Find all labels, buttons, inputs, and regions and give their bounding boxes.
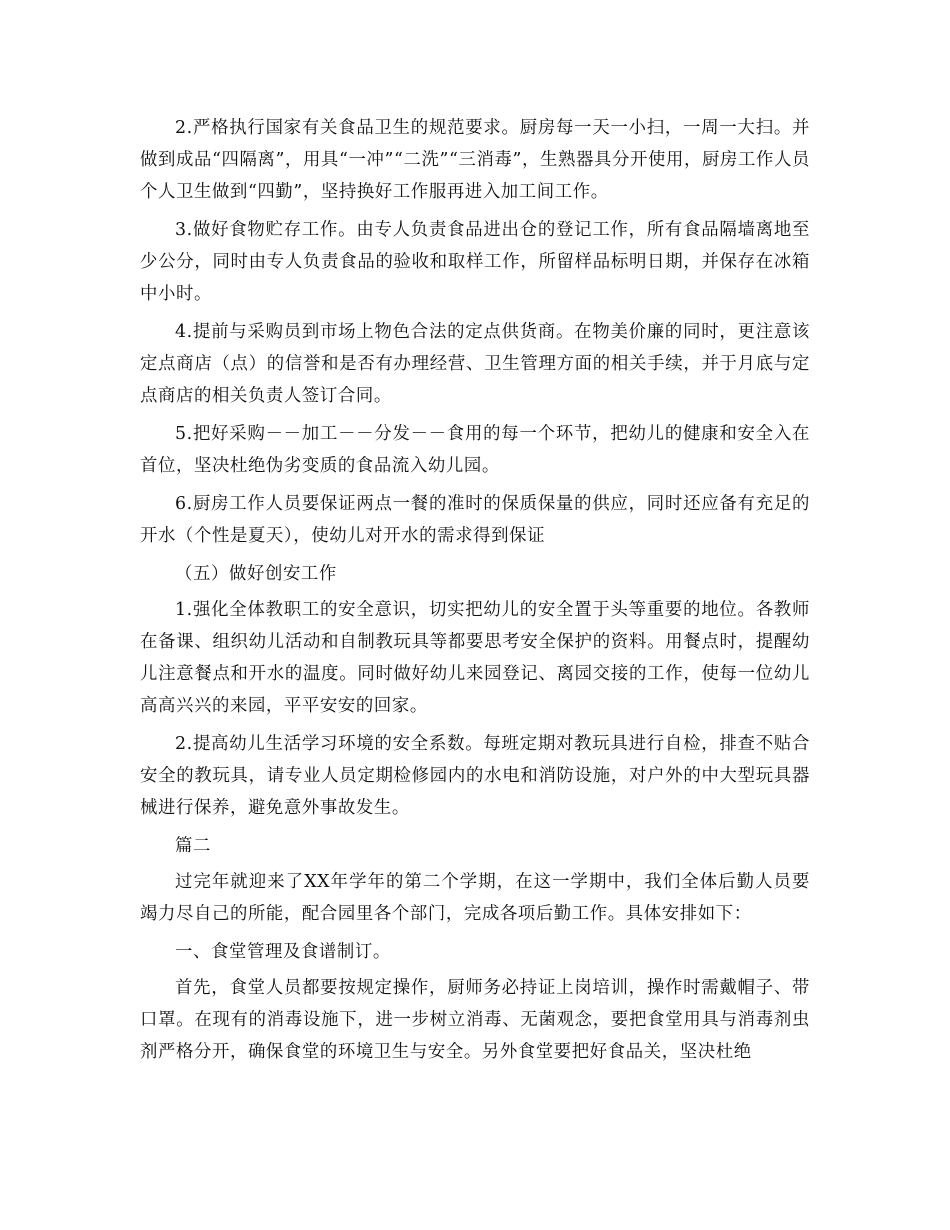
part-heading: 篇二: [175, 836, 211, 856]
paragraph-item-6: 6.厨房工作人员要保证两点一餐的准时的保质保量的供应，同时还应备有充足的开水（个性是夏天），使幼儿对开水的需求得到保证: [140, 494, 810, 546]
document-body: [140, 112, 810, 1074]
section-heading-canteen: 一、食堂管理及食谱制订。: [175, 942, 391, 962]
paragraph-item-2: 2.严格执行国家有关食品卫生的规范要求。厨房每一天一小扫，一周一大扫。并做到成品“四隔离”，用具“一冲”“二洗”“三消毒”，生熟器具分开使用，厨房工作人员个人卫生做到“四勤”，坚持换好工作服再进入加工间工作。: [140, 118, 810, 202]
paragraph-safety-1: 1.强化全体教职工的安全意识，切实把幼儿的安全置于头等重要的地位。各教师在备课、组织幼儿活动和自制教玩具等都要思考安全保护的资料。用餐点时，提醒幼儿注意餐点和开水的温度。同时做好幼儿来园登记、离园交接的工作，使每一位幼儿高高兴兴的来园，平平安安的回家。: [140, 600, 810, 716]
paragraph-item-3: 3.做好食物贮存工作。由专人负责食品进出仓的登记工作，所有食品隔墙离地至少公分，同时由专人负责食品的验收和取样工作，所留样品标明日期，并保存在冰箱中小时。: [140, 220, 810, 304]
paragraph-item-5: 5.把好采购－－加工－－分发－－食用的每一个环节，把幼儿的健康和安全入在首位，坚决杜绝伪劣变质的食品流入幼儿园。: [140, 424, 810, 476]
section-heading-safety: （五）做好创安工作: [175, 564, 337, 584]
paragraph-item-4: 4.提前与采购员到市场上物色合法的定点供货商。在物美价廉的同时，更注意该定点商店（点）的信誉和是否有办理经营、卫生管理方面的相关手续，并于月底与定点商店的相关负责人签订合同。: [140, 322, 810, 406]
paragraph-safety-2: 2.提高幼儿生活学习环境的安全系数。每班定期对教玩具进行自检，排查不贴合安全的教玩具，请专业人员定期检修园内的水电和消防设施，对户外的中大型玩具器械进行保养，避免意外事故发生。: [140, 734, 810, 818]
paragraph-intro: 过完年就迎来了XX年学年的第二个学期，在这一学期中，我们全体后勤人员要竭力尽自己的所能，配合园里各个部门，完成各项后勤工作。具体安排如下：: [140, 872, 810, 924]
paragraph-canteen: 首先，食堂人员都要按规定操作，厨师务必持证上岗培训，操作时需戴帽子、带口罩。在现有的消毒设施下，进一步树立消毒、无菌观念，要把食堂用具与消毒剂虫剂严格分开，确保食堂的环境卫生与安全。另外食堂要把好食品关，坚决杜绝: [140, 978, 810, 1062]
